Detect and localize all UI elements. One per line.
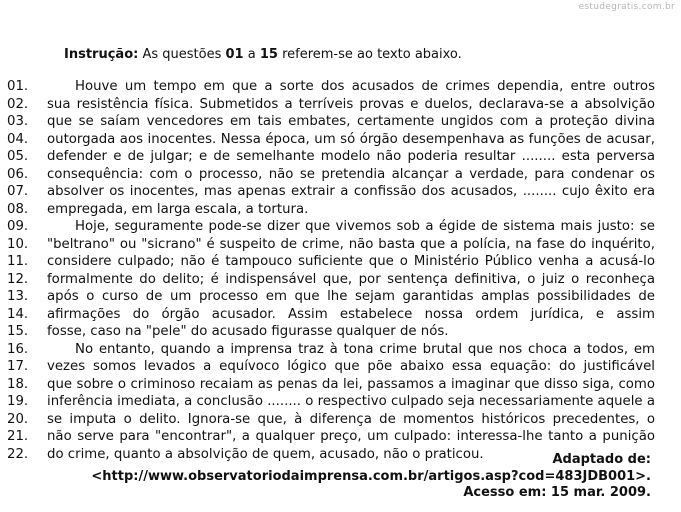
line-text: absolver os inocentes, mas apenas extrair a confissão dos acusados, ........ cujo êxito era: [47, 184, 655, 199]
line-number: 07.: [7, 184, 29, 199]
line-text: afirmações do órgão acusador. Assim estabelece nossa ordem jurídica, e assim: [47, 306, 655, 322]
line-text: considere culpado; não é tampouco suficiente que o Ministério Público venha a acusá-lo: [47, 254, 655, 269]
passage-line: [7, 253, 655, 271]
passage-line: [7, 428, 655, 446]
instruction-text-before: As questões: [142, 47, 222, 62]
line-number: 08.: [7, 201, 29, 217]
line-text: "beltrano" ou "sicrano" é suspeito de crime, não basta que a polícia, na fase do inquérito,: [47, 236, 655, 252]
line-text: fosse, caso na "pele" do acusado figurasse qualquer de nós.: [47, 324, 449, 339]
line-number: 05.: [7, 149, 29, 164]
line-text: empregada, em larga escala, a tortura.: [47, 201, 309, 217]
line-text: formalmente do delito; é indispensável que, por sentença definitiva, o juiz o reconheça: [47, 271, 655, 287]
line-number: 22.: [7, 446, 29, 462]
line-number: 04.: [7, 131, 29, 147]
passage-line: [7, 411, 655, 429]
line-text: que se saíam vencedores em tais embates, certamente ungidos com a proteção divina: [47, 114, 655, 129]
instruction: [64, 47, 462, 62]
passage-line: [7, 183, 655, 201]
line-number: 09.: [7, 219, 29, 234]
line-number: 18.: [7, 376, 29, 392]
passage-line: [7, 306, 655, 324]
line-number: 19.: [7, 394, 29, 409]
line-number: 06.: [7, 166, 29, 182]
line-text: após o curso de um processo em que lhe sejam garantidas amplas possibilidades de: [47, 289, 655, 304]
line-number: 16.: [7, 341, 29, 357]
passage-text: [7, 78, 655, 463]
instruction-question-end: 15: [259, 47, 278, 62]
line-number: 17.: [7, 359, 29, 374]
line-text: No entanto, quando a imprensa traz à tona crime brutal que nos choca a todos, em: [75, 341, 655, 357]
line-number: 21.: [7, 429, 29, 444]
passage-line: [7, 341, 655, 359]
instruction-connector: a: [247, 47, 256, 62]
line-text: não serve para "encontrar", a qualquer preço, um culpado: interessa-lhe tanto a punição: [47, 429, 655, 444]
passage-line: [7, 218, 655, 236]
line-number: 13.: [7, 289, 29, 304]
source-adapted-label: Adaptado de:: [552, 452, 651, 467]
line-text: que sobre o criminoso recaiam as penas da lei, passamos a imaginar que disso siga, como: [47, 376, 655, 392]
passage-line: [7, 96, 655, 114]
instruction-text-after: referem-se ao texto abaixo.: [282, 47, 462, 62]
line-number: 03.: [7, 114, 29, 129]
line-text: sua resistência física. Submetidos a terríveis provas e duelos, declarava-se a absolvição: [47, 96, 655, 112]
passage-line: [7, 78, 655, 96]
passage-line: [7, 236, 655, 254]
passage-line: [7, 288, 655, 306]
line-text: inferência imediata, a conclusão ........ o respectivo culpado seja necessariamente aquele a: [47, 394, 655, 409]
line-number: 11.: [7, 254, 29, 269]
source-access-date: Acesso em: 15 mar. 2009.: [463, 485, 651, 500]
passage-line: [7, 393, 655, 411]
passage-line: [7, 376, 655, 394]
line-number: 02.: [7, 96, 29, 112]
line-text: defender e de julgar; e de semelhante modelo não poderia resultar ........ esta perversa: [47, 149, 655, 164]
passage-line: [7, 271, 655, 289]
line-number: 14.: [7, 306, 29, 322]
line-text: vezes somos levados a equívoco lógico que põe abaixo essa equação: do justificável: [47, 359, 655, 374]
line-number: 01.: [7, 79, 29, 94]
passage-line: [7, 113, 655, 131]
instruction-question-start: 01: [225, 47, 244, 62]
line-text: se imputa o delito. Ignora-se que, à diferença de momentos históricos precedentes, o: [47, 411, 655, 427]
passage-line: [7, 148, 655, 166]
line-number: 20.: [7, 411, 29, 427]
passage-line: [7, 358, 655, 376]
passage-line: [7, 323, 655, 341]
line-number: 10.: [7, 236, 29, 252]
line-number: 12.: [7, 271, 29, 287]
instruction-label: Instrução:: [64, 47, 139, 62]
passage-line: [7, 201, 655, 219]
line-number: 15.: [7, 324, 29, 339]
source-url: <http://www.observatoriodaimprensa.com.br/artigos.asp?cod=483JDB001>.: [91, 468, 651, 484]
line-text: outorgada aos inocentes. Nessa época, um só órgão desempenhava as funções de acusar,: [47, 131, 655, 147]
line-text: Hoje, seguramente pode-se dizer que vivemos sob a égide de sistema mais justo: se: [75, 219, 655, 234]
source-citation: [91, 452, 651, 502]
site-watermark: estudegratis.com.br: [578, 2, 675, 12]
line-text: consequência: com o processo, não se pretendia alcançar a verdade, para condenar os: [47, 166, 655, 182]
passage-line: [7, 166, 655, 184]
line-text: do crime, quanto a absolvição de quem, acusado, não o praticou.: [47, 446, 484, 462]
line-text: Houve um tempo em que a sorte dos acusados de crimes dependia, entre outros: [75, 79, 655, 94]
passage-line: [7, 131, 655, 149]
